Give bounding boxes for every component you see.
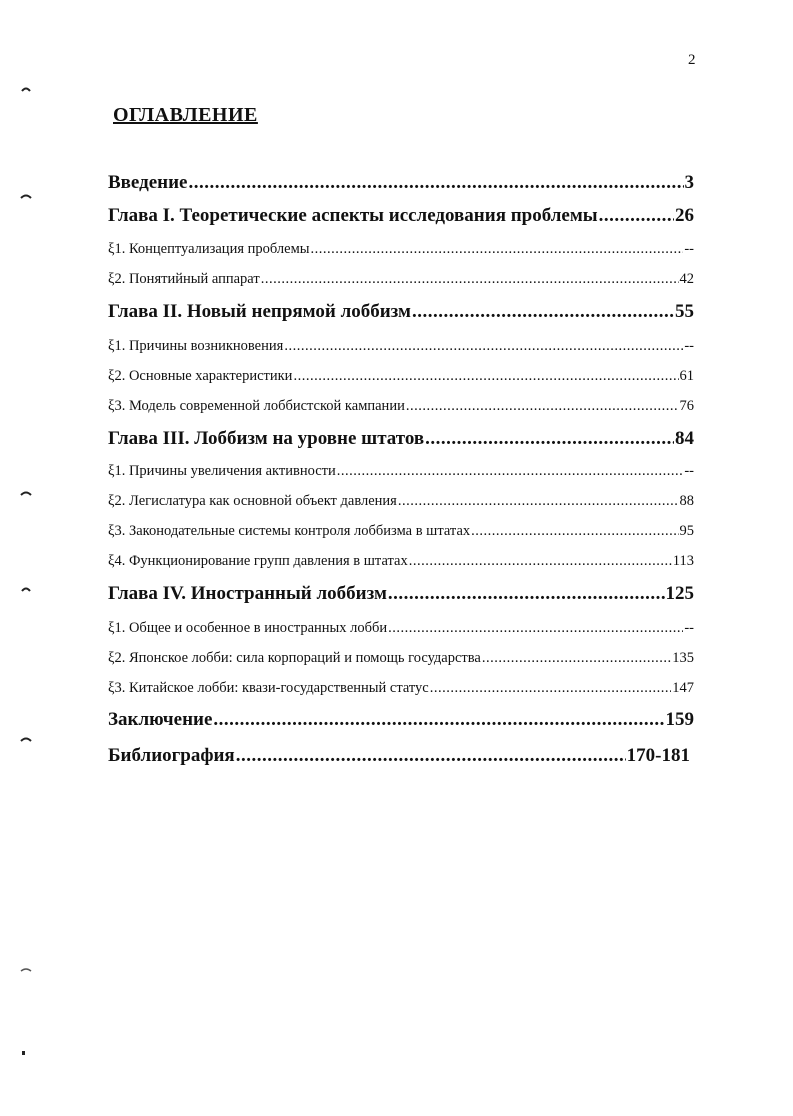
scan-mark (20, 193, 32, 199)
toc-entry-page: 135 (672, 650, 694, 666)
toc-entry-page: 125 (665, 583, 694, 604)
toc-entry (108, 271, 694, 288)
toc-entry-page: -- (684, 463, 694, 479)
toc-entry-page: 159 (665, 709, 694, 730)
toc-entry (108, 620, 694, 637)
toc-entry-label: Библиография (108, 745, 235, 766)
toc-entry (108, 553, 694, 570)
toc-entry (108, 709, 694, 731)
toc-entry-page: 76 (679, 398, 694, 414)
toc-entry (108, 493, 694, 510)
scan-mark (20, 490, 32, 496)
toc-entry (108, 650, 694, 667)
page-number: 2 (688, 52, 696, 68)
toc-entry-label: ξ1. Концептуализация проблемы (108, 241, 310, 257)
toc-entry (108, 368, 694, 385)
toc-entry-page: 61 (679, 368, 694, 384)
toc-entry-label: ξ2. Понятийный аппарат (108, 271, 260, 287)
toc-entry (108, 745, 690, 767)
toc-entry (108, 428, 694, 450)
toc-entry-page: 55 (675, 301, 694, 322)
toc-entry-label: Глава I. Теоретические аспекты исследования проблемы (108, 205, 598, 226)
toc-entry-label: Заключение (108, 709, 213, 730)
toc-entry-page: 3 (684, 172, 694, 193)
scan-mark (20, 1050, 32, 1056)
scan-mark (20, 586, 32, 592)
toc-entry-label: ξ2. Основные характеристики (108, 368, 293, 384)
toc-entry (108, 241, 694, 258)
toc-entry-label: Введение (108, 172, 188, 193)
toc-entry-label: Глава II. Новый непрямой лоббизм (108, 301, 411, 322)
toc-entry-label: ξ1. Причины увеличения активности (108, 463, 336, 479)
toc-entry-page: 113 (672, 553, 694, 569)
toc-entry (108, 172, 694, 194)
toc-entry-page: 84 (675, 428, 694, 449)
toc-entry-label: ξ3. Модель современной лоббистской кампании (108, 398, 405, 414)
scan-mark (20, 966, 32, 972)
toc-entry (108, 583, 694, 605)
toc-entry-label: ξ2. Легислатура как основной объект давления (108, 493, 397, 509)
toc-entry (108, 338, 694, 355)
toc-entry-page: 42 (679, 271, 694, 287)
toc-entry-page: 147 (672, 680, 694, 696)
toc-entry-page: 170-181 (626, 745, 690, 766)
toc-entry (108, 301, 694, 323)
toc-entry-label: ξ1. Общее и особенное в иностранных лобби (108, 620, 388, 636)
scan-mark (20, 86, 32, 92)
scan-mark (20, 736, 32, 742)
toc-entry (108, 463, 694, 480)
toc-entry-label: ξ1. Причины возникновения (108, 338, 284, 354)
toc-entry-page: 26 (675, 205, 694, 226)
toc-entry-label: ξ3. Китайское лобби: квази-государственный статус (108, 680, 429, 696)
toc-entry-page: -- (684, 241, 694, 257)
toc-entry-label: Глава IV. Иностранный лоббизм (108, 583, 387, 604)
toc-entry-page: -- (684, 338, 694, 354)
toc-entry-label: ξ3. Законодательные системы контроля лоббизма в штатах (108, 523, 471, 539)
toc-entry (108, 523, 694, 540)
toc-entry (108, 205, 694, 227)
toc-entry (108, 680, 694, 697)
toc-entry (108, 398, 694, 415)
toc-entry-page: 95 (679, 523, 694, 539)
toc-entry-label: ξ2. Японское лобби: сила корпораций и помощь государства (108, 650, 481, 666)
toc-entry-page: 88 (679, 493, 694, 509)
toc-entry-label: ξ4. Функционирование групп давления в штатах (108, 553, 408, 569)
toc-entry-label: Глава III. Лоббизм на уровне штатов (108, 428, 425, 449)
page-title: ОГЛАВЛЕНИЕ (113, 104, 258, 126)
toc-entry-page: -- (684, 620, 694, 636)
